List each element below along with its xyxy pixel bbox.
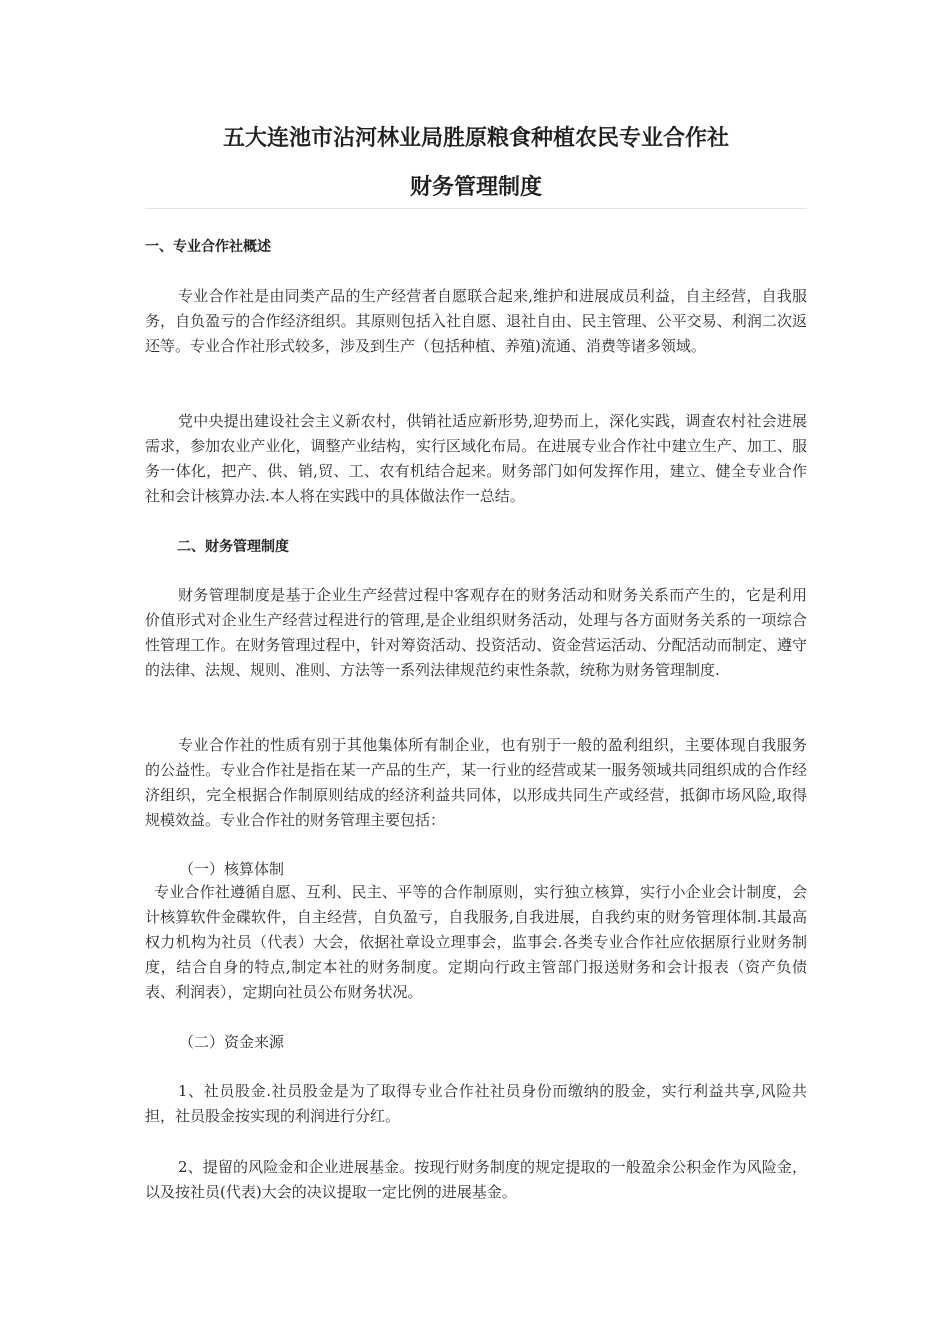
section1-paragraph1: 专业合作社是由同类产品的生产经营者自愿联合起来,维护和进展成员利益，自主经营，自我服务，自负盈亏的合作经济组织。其原则包括入社自愿、退社自由、民主管理、公平交易、利润二次返还等。专业合作社形式较多，涉及到生产（包括种植、养殖)流通、消费等诸多领域。 (145, 287, 807, 355)
subsection2-item2: 2、提留的风险金和企业进展基金。按现行财务制度的规定提取的一般盈余公积金作为风险金，以及按社员(代表)大会的决议提取一定比例的进展基金。 (145, 1158, 807, 1201)
subsection2-item1: 1、社员股金.社员股金是为了取得专业合作社社员身份而缴纳的股金，实行利益共享,风险共担，社员股金按实现的利润进行分红。 (145, 1082, 807, 1125)
title-divider (145, 208, 807, 209)
section2-paragraph2: 专业合作社的性质有别于其他集体所有制企业，也有别于一般的盈利组织，主要体现自我服务的公益性。专业合作社是指在某一产品的生产，某一行业的经营或某一服务领域共同组织成的合作经济组织，完全根据合作制原则结成的经济利益共同体，以形成共同生产或经营，抵御市场风险,取得规模效益。专业合作社的财务管理主要包括： (145, 736, 807, 829)
subsection2-heading: （二）资金来源 (179, 1033, 285, 1051)
subsection1-heading: （一）核算体制 (179, 860, 285, 878)
section1-paragraph2: 党中央提出建设社会主义新农村，供销社适应新形势,迎势而上，深化实践，调查农村社会进展需求，参加农业产业化，调整产业结构，实行区域化布局。在进展专业合作社中建立生产、加工、服务一体化，把产、供、销,贸、工、农有机结合起来。财务部门如何发挥作用，建立、健全专业合作社和会计核算办法.本人将在实践中的具体做法作一总结。 (145, 412, 807, 505)
section1-heading: 一、专业合作社概述 (145, 239, 271, 255)
document-title-line1: 五大连池市沾河林业局胜原粮食种植农民专业合作社 (222, 126, 729, 151)
document-title-line2: 财务管理制度 (409, 175, 542, 200)
section2-heading: 二、财务管理制度 (177, 539, 289, 555)
subsection1-paragraph: 专业合作社遵循自愿、互利、民主、平等的合作制原则，实行独立核算，实行小企业会计制度，会计核算软件金碟软件，自主经营，自负盈亏，自我服务,自我进展，自我约束的财务管理体制.其最高权力机构为社员（代表）大会，依据社章设立理事会，监事会.各类专业合作社应依据原行业财务制度，结合自身的特点,制定本社的财务制度。定期向行政主管部门报送财务和会计报表（资产负债表、利润表），定期向社员公布财务状况。 (145, 883, 807, 1001)
section2-paragraph1: 财务管理制度是基于企业生产经营过程中客观存在的财务活动和财务关系而产生的，它是利用价值形式对企业生产经营过程进行的管理,是企业组织财务活动，处理与各方面财务关系的一项综合性管理工作。在财务管理过程中，针对筹资活动、投资活动、资金营运活动、分配活动而制定、遵守的法律、法规、规则、准则、方法等一系列法律规范约束性条款，统称为财务管理制度. (145, 586, 807, 679)
